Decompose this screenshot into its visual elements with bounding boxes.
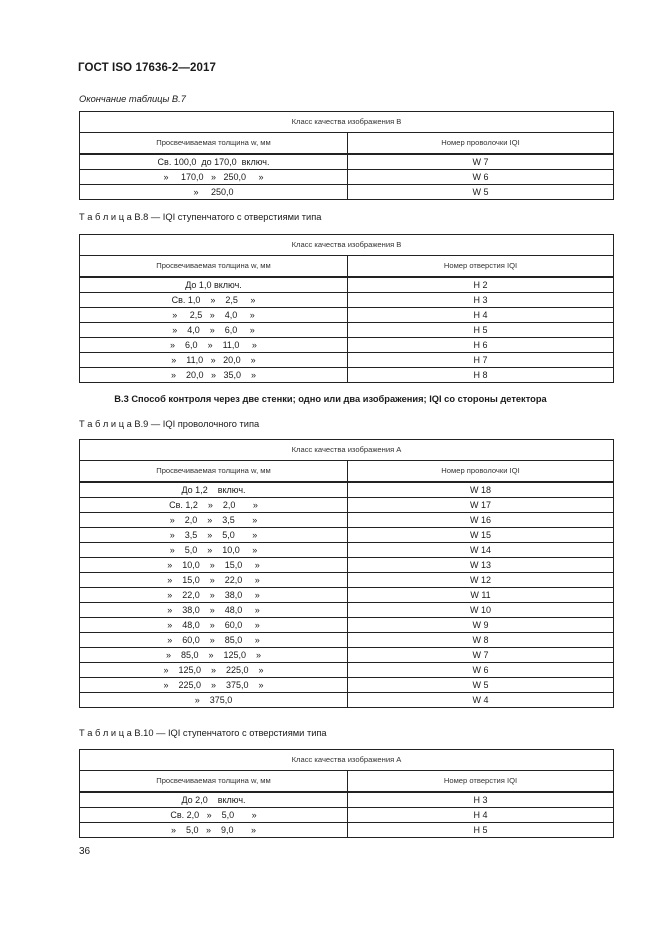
value-cell: W 5: [348, 185, 614, 200]
value-cell: H 4: [348, 808, 614, 823]
thickness-cell: » 250,0: [80, 185, 348, 200]
value-cell: W 17: [348, 498, 614, 513]
thickness-cell: Св. 2,0 » 5,0 »: [80, 808, 348, 823]
value-cell: W 14: [348, 543, 614, 558]
table-row: [80, 693, 614, 708]
table-row: [80, 663, 614, 678]
thickness-cell: » 3,5 » 5,0 »: [80, 528, 348, 543]
table-row: [80, 185, 614, 200]
value-cell: W 6: [348, 170, 614, 185]
table-row: [80, 648, 614, 663]
thickness-cell: » 60,0 » 85,0 »: [80, 633, 348, 648]
thickness-cell: Св. 100,0 до 170,0 включ.: [80, 154, 348, 170]
value-cell: H 5: [348, 823, 614, 838]
table-row: [80, 498, 614, 513]
table-row: [80, 323, 614, 338]
thickness-cell: » 85,0 » 125,0 »: [80, 648, 348, 663]
thickness-cell: До 1,2 включ.: [80, 482, 348, 498]
table-b10: [79, 749, 614, 838]
table-row: [80, 154, 614, 170]
table-row: [80, 308, 614, 323]
table-row: [80, 558, 614, 573]
thickness-cell: » 5,0 » 10,0 »: [80, 543, 348, 558]
value-cell: H 2: [348, 277, 614, 293]
value-cell: H 3: [348, 293, 614, 308]
value-cell: H 7: [348, 353, 614, 368]
section-heading: В.3 Способ контроля через две стенки; одно или два изображения; IQI со стороны детектора: [114, 394, 547, 404]
iqi-column-header: Номер отверстия IQI: [348, 771, 614, 793]
thickness-column-header: Просвечиваемая толщина w, мм: [80, 771, 348, 793]
quality-class-header: Класс качества изображения В: [80, 112, 614, 133]
iqi-column-header: Номер проволочки IQI: [348, 461, 614, 483]
thickness-cell: » 2,0 » 3,5 »: [80, 513, 348, 528]
page-number: 36: [79, 846, 91, 857]
thickness-cell: » 6,0 » 11,0 »: [80, 338, 348, 353]
value-cell: W 7: [348, 648, 614, 663]
table-row: [80, 633, 614, 648]
thickness-cell: » 5,0 » 9,0 »: [80, 823, 348, 838]
thickness-cell: Св. 1,2 » 2,0 »: [80, 498, 348, 513]
table-b7: [79, 111, 614, 200]
value-cell: W 12: [348, 573, 614, 588]
table-row: [80, 588, 614, 603]
thickness-cell: » 125,0 » 225,0 »: [80, 663, 348, 678]
thickness-cell: » 170,0 » 250,0 »: [80, 170, 348, 185]
table-row: [80, 573, 614, 588]
thickness-cell: » 15,0 » 22,0 »: [80, 573, 348, 588]
thickness-column-header: Просвечиваемая толщина w, мм: [80, 256, 348, 278]
thickness-cell: » 225,0 » 375,0 »: [80, 678, 348, 693]
table-row: [80, 543, 614, 558]
value-cell: W 16: [348, 513, 614, 528]
quality-class-header: Класс качества изображения В: [80, 235, 614, 256]
value-cell: H 3: [348, 792, 614, 808]
value-cell: W 7: [348, 154, 614, 170]
value-cell: W 8: [348, 633, 614, 648]
value-cell: W 6: [348, 663, 614, 678]
value-cell: H 8: [348, 368, 614, 383]
table-b10-caption: Т а б л и ц а В.10 — IQI ступенчатого с отверстиями типа: [79, 728, 327, 738]
thickness-cell: До 2,0 включ.: [80, 792, 348, 808]
thickness-cell: » 4,0 » 6,0 »: [80, 323, 348, 338]
thickness-cell: » 48,0 » 60,0 »: [80, 618, 348, 633]
value-cell: W 13: [348, 558, 614, 573]
thickness-cell: » 20,0 » 35,0 »: [80, 368, 348, 383]
thickness-column-header: Просвечиваемая толщина w, мм: [80, 133, 348, 155]
thickness-cell: » 11,0 » 20,0 »: [80, 353, 348, 368]
table-row: [80, 482, 614, 498]
table-b8: [79, 234, 614, 383]
table-row: [80, 353, 614, 368]
table-row: [80, 338, 614, 353]
table-b9: [79, 439, 614, 708]
thickness-cell: » 22,0 » 38,0 »: [80, 588, 348, 603]
quality-class-header: Класс качества изображения А: [80, 750, 614, 771]
value-cell: W 11: [348, 588, 614, 603]
table-row: [80, 808, 614, 823]
document-header: ГОСТ ISO 17636-2—2017: [78, 62, 216, 74]
table-row: [80, 293, 614, 308]
value-cell: H 4: [348, 308, 614, 323]
iqi-column-header: Номер отверстия IQI: [348, 256, 614, 278]
value-cell: W 5: [348, 678, 614, 693]
table-b9-caption: Т а б л и ц а В.9 — IQI проволочного типа: [79, 419, 260, 429]
table-row: [80, 678, 614, 693]
table-row: [80, 277, 614, 293]
value-cell: W 9: [348, 618, 614, 633]
table-row: [80, 792, 614, 808]
thickness-cell: До 1,0 включ.: [80, 277, 348, 293]
table-row: [80, 823, 614, 838]
value-cell: W 15: [348, 528, 614, 543]
thickness-cell: » 10,0 » 15,0 »: [80, 558, 348, 573]
quality-class-header: Класс качества изображения А: [80, 440, 614, 461]
table-b7-caption: Окончание таблицы В.7: [79, 94, 186, 104]
table-row: [80, 528, 614, 543]
table-row: [80, 603, 614, 618]
table-row: [80, 170, 614, 185]
thickness-cell: » 38,0 » 48,0 »: [80, 603, 348, 618]
value-cell: W 18: [348, 482, 614, 498]
iqi-column-header: Номер проволочки IQI: [348, 133, 614, 155]
value-cell: H 6: [348, 338, 614, 353]
thickness-cell: » 2,5 » 4,0 »: [80, 308, 348, 323]
thickness-column-header: Просвечиваемая толщина w, мм: [80, 461, 348, 483]
table-row: [80, 618, 614, 633]
value-cell: H 5: [348, 323, 614, 338]
table-row: [80, 513, 614, 528]
table-row: [80, 368, 614, 383]
value-cell: W 10: [348, 603, 614, 618]
thickness-cell: » 375,0: [80, 693, 348, 708]
thickness-cell: Св. 1,0 » 2,5 »: [80, 293, 348, 308]
value-cell: W 4: [348, 693, 614, 708]
table-b8-caption: Т а б л и ц а В.8 — IQI ступенчатого с отверстиями типа: [79, 212, 322, 222]
